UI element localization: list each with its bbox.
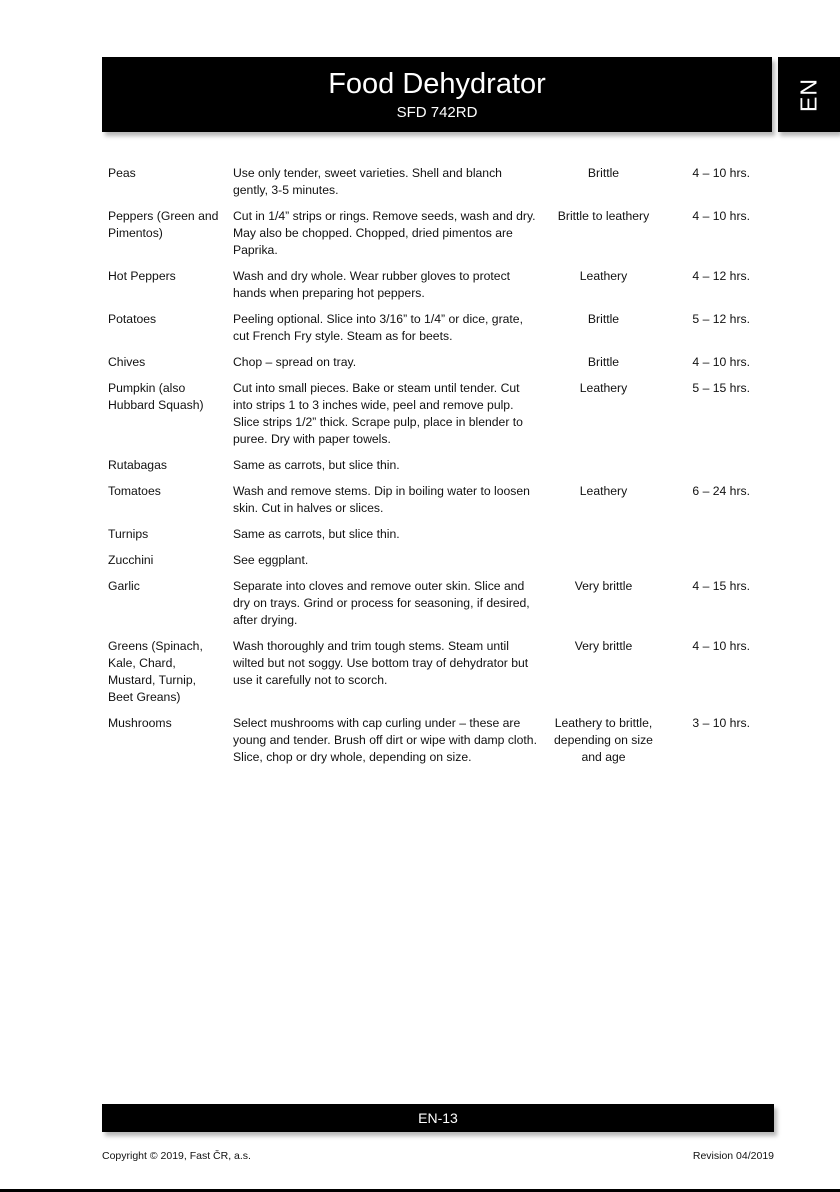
drying-time: 5 – 12 hrs.: [692, 312, 750, 326]
drying-time: 4 – 10 hrs.: [692, 355, 750, 369]
document-title: Food Dehydrator: [328, 68, 546, 100]
copyright-notice: Copyright © 2019, Fast ČR, a.s.: [102, 1150, 251, 1162]
preparation-text: Same as carrots, but slice thin.: [233, 527, 400, 541]
table-row: [108, 578, 758, 638]
dryness-test: Leathery: [579, 269, 628, 283]
language-label: EN: [795, 77, 822, 112]
drying-time: 5 – 15 hrs.: [692, 381, 750, 395]
drying-time: 4 – 12 hrs.: [692, 269, 750, 283]
drying-time: 4 – 10 hrs.: [692, 209, 750, 223]
preparation-text: Cut into small pieces. Bake or steam until tender. Cut into strips 1 to 3 inches wide, peel and remove pulp. Slice strips 1/2” thick. Scrape pulp, place in blender to puree. Dry with paper towels.: [233, 381, 523, 446]
page-number: EN-13: [418, 1110, 458, 1126]
food-name: Peas: [108, 166, 136, 180]
food-name: Tomatoes: [108, 484, 161, 498]
dryness-test: Brittle to leathery: [557, 209, 650, 223]
food-name: Zucchini: [108, 553, 154, 567]
table-row: [108, 165, 758, 208]
dryness-test: Brittle: [587, 312, 620, 326]
language-tab: [778, 57, 840, 132]
drying-time: 6 – 24 hrs.: [692, 484, 750, 498]
preparation-text: Wash and remove stems. Dip in boiling water to loosen skin. Cut in halves or slices.: [233, 484, 530, 515]
preparation-text: Use only tender, sweet varieties. Shell and blanch gently, 3-5 minutes.: [233, 166, 502, 197]
preparation-text: Chop – spread on tray.: [233, 355, 357, 369]
table-row: [108, 457, 758, 483]
table-row: [108, 268, 758, 311]
table-row: [108, 715, 758, 775]
table-row: [108, 638, 758, 715]
page-number-bar: [102, 1104, 774, 1132]
preparation-text: Same as carrots, but slice thin.: [233, 458, 400, 472]
table-row: [108, 483, 758, 526]
food-name: Potatoes: [108, 312, 157, 326]
food-name: Pumpkin (also Hubbard Squash): [108, 381, 204, 412]
food-name: Greens (Spinach, Kale, Chard, Mustard, Turnip, Beet Greans): [108, 639, 203, 704]
dryness-test: Very brittle: [574, 639, 633, 653]
table-row: [108, 311, 758, 354]
model-number: SFD 742RD: [396, 104, 478, 121]
food-name: Mushrooms: [108, 716, 172, 730]
food-name: Hot Peppers: [108, 269, 176, 283]
food-name: Chives: [108, 355, 146, 369]
dryness-test: Very brittle: [574, 579, 633, 593]
revision-label: Revision 04/2019: [692, 1150, 774, 1162]
preparation-text: Wash thoroughly and trim tough stems. Steam until wilted but not soggy. Use bottom tray of dehydrator but use it carefully not to scorch.: [233, 639, 529, 687]
food-name: Turnips: [108, 527, 149, 541]
table-row: [108, 380, 758, 457]
preparation-text: Separate into cloves and remove outer skin. Slice and dry on trays. Grind or process for seasoning, if desired, after drying.: [233, 579, 530, 627]
dryness-test: Brittle: [587, 355, 620, 369]
page-header: [102, 57, 772, 132]
drying-time: 3 – 10 hrs.: [692, 716, 750, 730]
drying-time: 4 – 15 hrs.: [692, 579, 750, 593]
drying-time: 4 – 10 hrs.: [692, 639, 750, 653]
preparation-text: Peeling optional. Slice into 3/16” to 1/4” or dice, grate, cut French Fry style. Steam as for beets.: [233, 312, 523, 343]
drying-time: 4 – 10 hrs.: [692, 166, 750, 180]
food-name: Rutabagas: [108, 458, 167, 472]
dryness-test: Leathery: [579, 484, 628, 498]
dryness-test: Leathery to brittle, depending on size and age: [554, 716, 653, 764]
table-row: [108, 354, 758, 380]
vegetable-drying-table: [108, 165, 758, 775]
table-row: [108, 526, 758, 552]
preparation-text: Wash and dry whole. Wear rubber gloves to protect hands when preparing hot peppers.: [233, 269, 511, 300]
preparation-text: Cut in 1/4” strips or rings. Remove seeds, wash and dry. May also be chopped. Chopped, dried pimentos are Paprika.: [233, 209, 536, 257]
dryness-test: Brittle: [587, 166, 620, 180]
food-name: Peppers (Green and Pimentos): [108, 209, 219, 240]
dryness-test: Leathery: [579, 381, 628, 395]
preparation-text: Select mushrooms with cap curling under – these are young and tender. Brush off dirt or wipe with damp cloth. Slice, chop or dry whole, depending on size.: [233, 716, 537, 764]
table-row: [108, 208, 758, 268]
preparation-text: See eggplant.: [233, 553, 309, 567]
food-name: Garlic: [108, 579, 140, 593]
table-row: [108, 552, 758, 578]
